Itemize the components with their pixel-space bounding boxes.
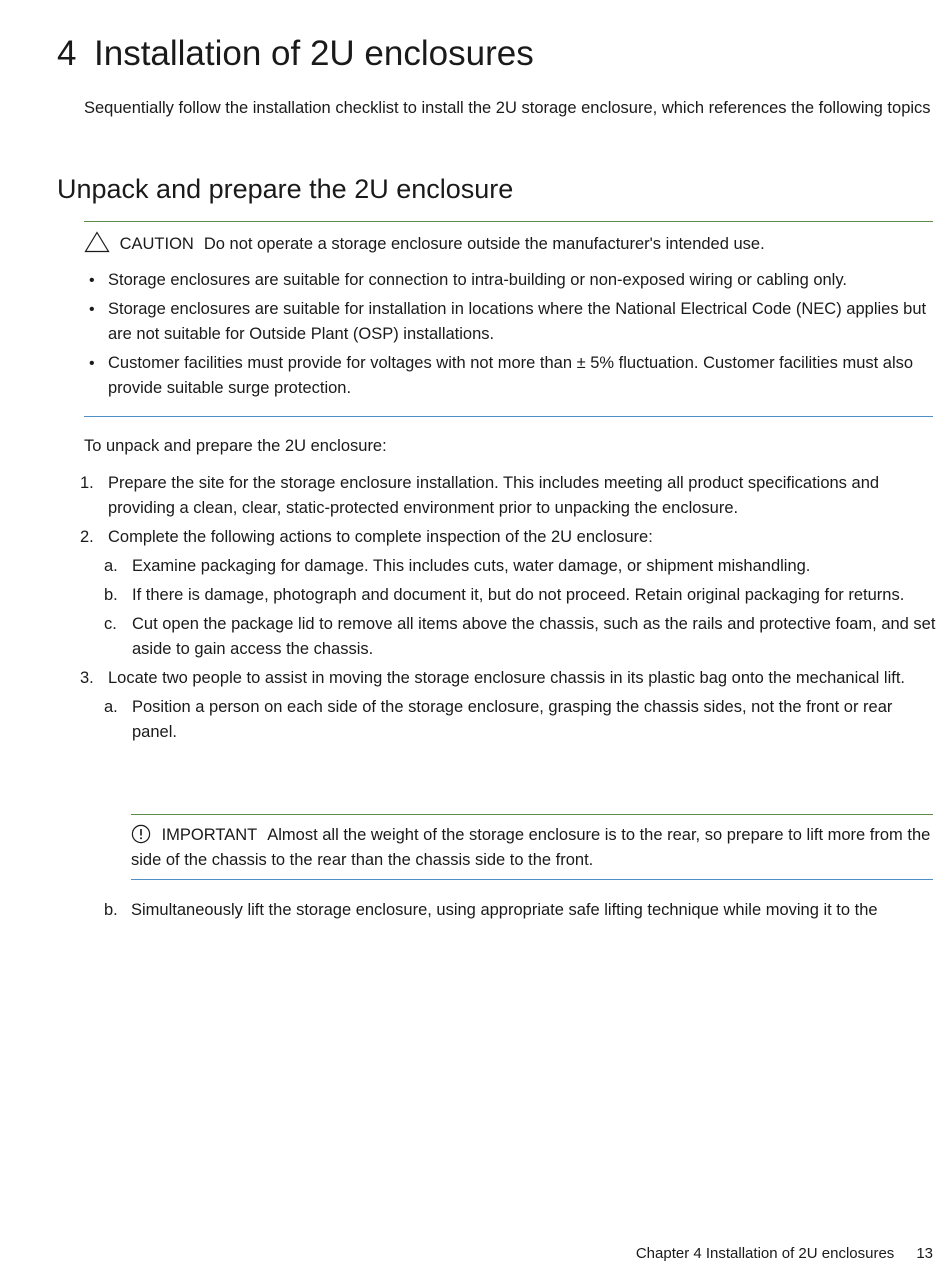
- page-footer: [636, 1244, 933, 1264]
- footer-chapter-ref: Chapter 4 Installation of 2U enclosures: [635, 1245, 895, 1262]
- step-2: 2. Complete the following actions to complete inspection of the 2U enclosure: a. Examine packaging for damage. This includes cuts, water damage, or shipment mishandling. b. If there is damage, photograph and document it, but do not proceed. Retain original packaging for returns. c. Cut open the package lid to remove all items above the chassis, such as the rails and protective foam, and set aside to gain access the chassis.: [70, 525, 938, 662]
- step-3-substeps: [104, 695, 938, 745]
- section-title: Unpack and prepare the 2U enclosure: [57, 174, 514, 204]
- chapter-title-text: Installation of 2U enclosures: [94, 34, 534, 73]
- important-notice: [131, 823, 933, 873]
- important-label: IMPORTANT: [161, 826, 258, 844]
- important-text: Almost all the weight of the storage enclosure is to the rear, so prepare to lift more from the side of the chassis to the rear than the chassis side to the front.: [131, 826, 931, 869]
- caution-top-rule: [84, 221, 933, 222]
- step-1: 1. Prepare the site for the storage enclosure installation. This includes meeting all product specifications and providing a clean, clear, static-protected environment prior to unpacking the enclosure.: [80, 474, 880, 517]
- chapter-title: [57, 30, 534, 78]
- important-top-rule: [131, 814, 933, 815]
- substep-2b: b. If there is damage, photograph and document it, but do not proceed. Retain original packaging for returns.: [104, 586, 905, 604]
- list-item: • Customer facilities must provide for voltages with not more than ± 5% fluctuation. Customer facilities must also provide suitable surge protection.: [84, 351, 939, 401]
- chapter-number: 4: [57, 34, 77, 73]
- caution-notice: [84, 231, 765, 256]
- procedure-intro: To unpack and prepare the 2U enclosure:: [84, 437, 387, 455]
- substep-2c: c. Cut open the package lid to remove all items above the chassis, such as the rails and protective foam, and set aside to gain access the chassis.: [104, 615, 936, 658]
- warning-triangle-icon: [84, 235, 115, 253]
- substep-3b: [104, 898, 939, 923]
- caution-text: Do not operate a storage enclosure outside the manufacturer's intended use.: [203, 235, 765, 253]
- substep-2a: a. Examine packaging for damage. This includes cuts, water damage, or shipment mishandling.: [104, 557, 811, 575]
- page-number: 13: [916, 1245, 933, 1262]
- list-item: • Storage enclosures are suitable for connection to intra-building or non-exposed wiring or cabling only.: [84, 268, 939, 293]
- intro-paragraph: Sequentially follow the installation checklist to install the 2U storage enclosure, which references the following topics: [84, 99, 931, 117]
- exclamation-circle-icon: [131, 826, 156, 844]
- caution-bullet-list: [84, 268, 939, 405]
- procedure-steps: [70, 471, 938, 749]
- caution-bottom-rule: [84, 416, 933, 417]
- list-item: • Storage enclosures are suitable for installation in locations where the National Electrical Code (NEC) applies but are not suitable for Outside Plant (OSP) installations.: [84, 297, 939, 347]
- substep-3a: a. Position a person on each side of the storage enclosure, grasping the chassis sides, not the front or rear panel.: [104, 698, 893, 741]
- bullet-dot: •: [89, 301, 95, 318]
- step-3: 3. Locate two people to assist in moving the storage enclosure chassis in its plastic bag onto the mechanical lift. a. Position a person on each side of the storage enclosure, grasping the chassis sides, not the front or rear panel.: [70, 666, 938, 745]
- bullet-dot: •: [89, 272, 95, 289]
- substep-text: Simultaneously lift the storage enclosure, using appropriate safe lifting technique while moving it to the: [131, 901, 878, 919]
- bullet-dot: •: [89, 355, 95, 372]
- caution-label: CAUTION: [119, 235, 194, 253]
- step-2-substeps: [104, 554, 938, 662]
- substep-marker: b.: [104, 901, 118, 919]
- important-bottom-rule: [131, 879, 933, 880]
